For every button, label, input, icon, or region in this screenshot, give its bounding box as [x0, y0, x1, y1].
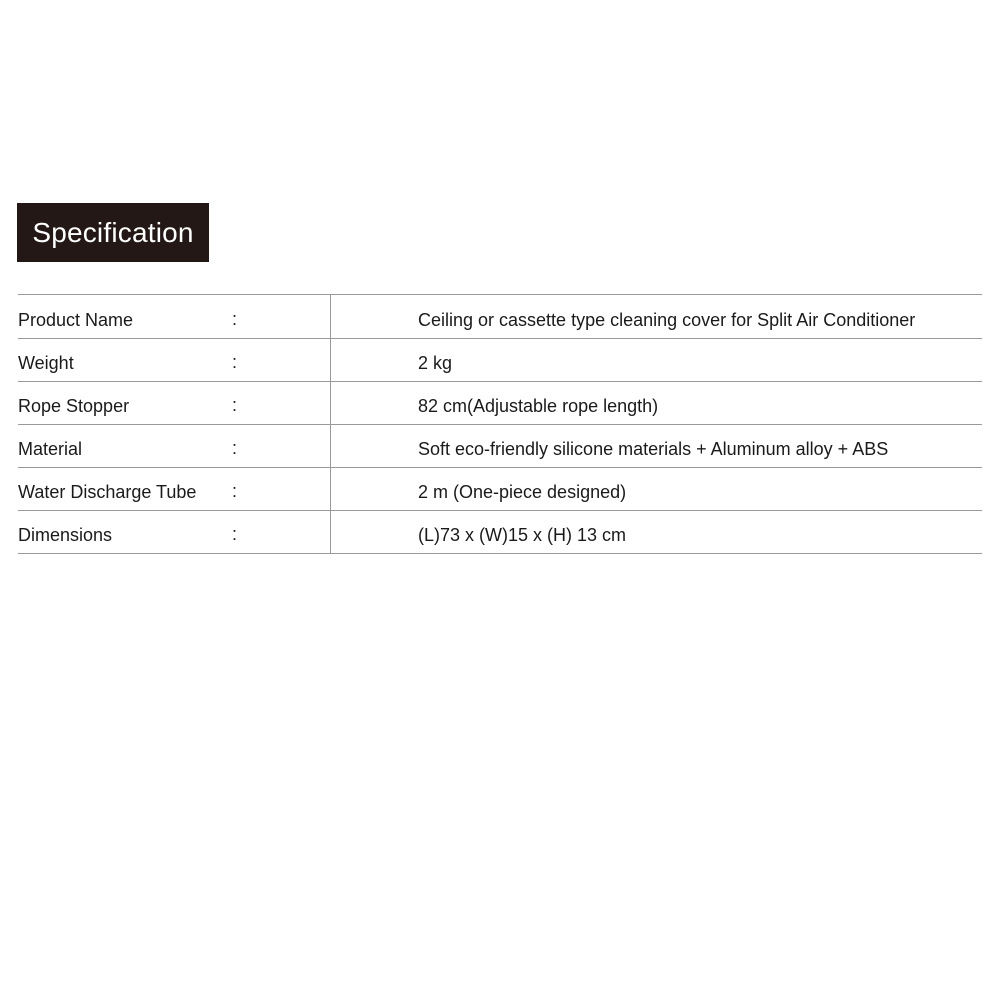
- spec-label: Material: [18, 439, 83, 459]
- spec-label: Rope Stopper: [18, 396, 130, 416]
- page-title: [17, 203, 209, 262]
- column-divider: [330, 382, 331, 424]
- spec-colon: :: [232, 352, 238, 372]
- spec-value: Ceiling or cassette type cleaning cover for Split Air Conditioner: [418, 310, 916, 330]
- column-divider: [330, 295, 331, 338]
- spec-table: [18, 294, 982, 554]
- spec-row-dimensions: [18, 511, 982, 554]
- spec-label: Weight: [18, 353, 74, 373]
- spec-value: (L)73 x (W)15 x (H) 13 cm: [418, 525, 627, 545]
- spec-row-material: [18, 425, 982, 468]
- column-divider: [330, 339, 331, 381]
- spec-label: Water Discharge Tube: [18, 482, 197, 502]
- spec-colon: :: [232, 395, 238, 415]
- spec-label: Product Name: [18, 310, 134, 330]
- column-divider: [330, 468, 331, 510]
- spec-row-weight: [18, 339, 982, 382]
- spec-colon: :: [232, 309, 238, 329]
- spec-colon: :: [232, 524, 238, 544]
- spec-value: 2 m (One-piece designed): [418, 482, 627, 502]
- spec-colon: :: [232, 481, 238, 501]
- spec-colon: :: [232, 438, 238, 458]
- spec-row-rope-stopper: [18, 382, 982, 425]
- column-divider: [330, 425, 331, 467]
- page-title-text: Specification: [32, 216, 194, 248]
- spec-label: Dimensions: [18, 525, 113, 545]
- column-divider: [330, 511, 331, 553]
- spec-value: 2 kg: [418, 353, 453, 373]
- spec-value: Soft eco-friendly silicone materials + Aluminum alloy + ABS: [418, 439, 889, 459]
- spec-row-water-discharge-tube: [18, 468, 982, 511]
- spec-row-product-name: [18, 295, 982, 339]
- spec-value: 82 cm(Adjustable rope length): [418, 396, 659, 416]
